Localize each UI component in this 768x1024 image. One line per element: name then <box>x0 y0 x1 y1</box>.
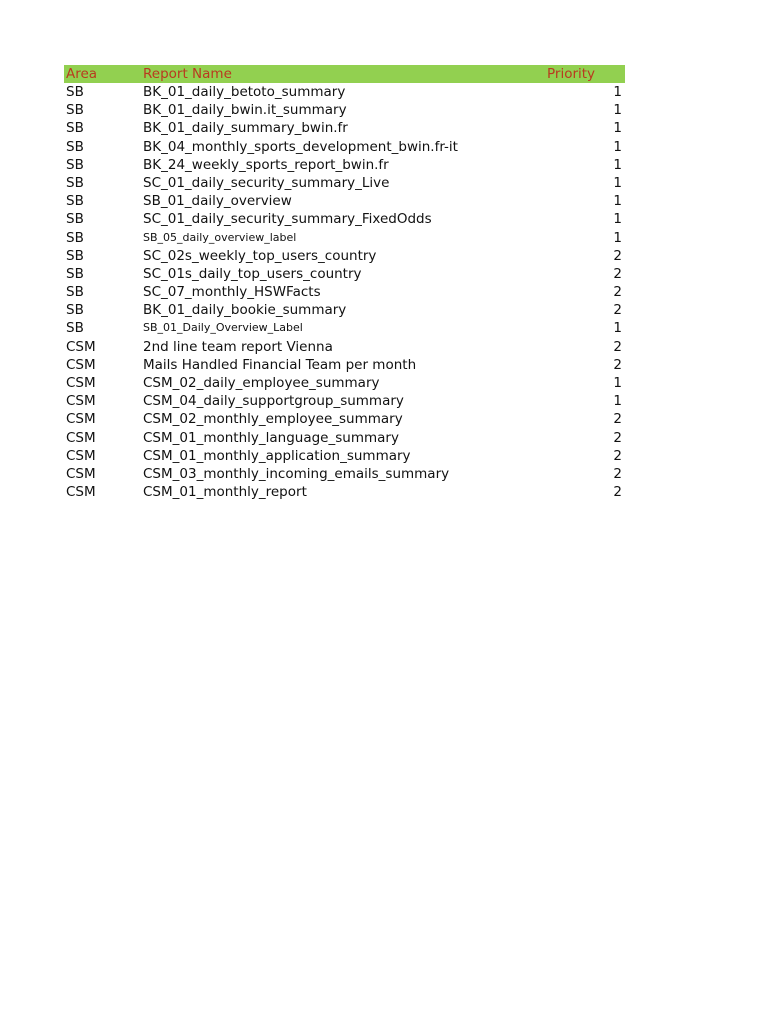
cell-area: SB <box>66 284 84 301</box>
header-area: Area <box>66 66 98 82</box>
table-row <box>64 265 625 283</box>
cell-priority: 1 <box>613 138 622 155</box>
cell-priority: 1 <box>613 156 622 173</box>
cell-priority: 2 <box>613 429 622 446</box>
cell-area: SB <box>66 229 84 246</box>
cell-priority: 2 <box>613 247 622 264</box>
table-row <box>64 138 625 156</box>
cell-area: CSM <box>66 484 96 501</box>
cell-priority: 1 <box>613 375 622 391</box>
table-row <box>64 465 625 483</box>
cell-area: CSM <box>66 465 96 482</box>
cell-report-name: CSM_02_daily_employee_summary <box>143 375 380 391</box>
cell-priority: 1 <box>613 84 622 100</box>
table-row <box>64 101 625 119</box>
cell-priority: 1 <box>613 120 622 137</box>
report-table <box>64 65 625 501</box>
cell-priority: 2 <box>613 411 622 428</box>
table-row <box>64 356 625 374</box>
cell-area: SB <box>66 138 84 155</box>
table-row <box>64 301 625 319</box>
table-row <box>64 483 625 501</box>
cell-report-name: SC_02s_weekly_top_users_country <box>143 247 377 264</box>
table-row <box>64 410 625 428</box>
cell-priority: 1 <box>613 174 622 191</box>
cell-report-name: BK_01_daily_bookie_summary <box>143 302 347 319</box>
cell-area: SB <box>66 120 84 137</box>
cell-area: SB <box>66 174 84 191</box>
table-row <box>64 392 625 410</box>
cell-area: CSM <box>66 393 96 410</box>
cell-priority: 1 <box>613 193 622 210</box>
cell-priority: 2 <box>613 302 622 319</box>
cell-report-name: SB_05_daily_overview_label <box>143 230 297 244</box>
cell-report-name: SC_07_monthly_HSWFacts <box>143 284 321 301</box>
cell-report-name: SC_01_daily_security_summary_FixedOdds <box>143 211 432 228</box>
header-report-name: Report Name <box>143 66 232 82</box>
cell-area: CSM <box>66 356 96 373</box>
cell-report-name: CSM_01_monthly_language_summary <box>143 429 399 446</box>
cell-report-name: CSM_04_daily_supportgroup_summary <box>143 393 404 410</box>
cell-report-name: CSM_01_monthly_report <box>143 484 307 501</box>
cell-area: SB <box>66 265 84 282</box>
table-row <box>64 447 625 465</box>
table-row <box>64 429 625 447</box>
cell-area: SB <box>66 84 84 100</box>
cell-area: SB <box>66 211 84 228</box>
cell-report-name: SB_01_Daily_Overview_Label <box>143 321 303 335</box>
table-row <box>64 374 625 392</box>
table-row <box>64 156 625 174</box>
cell-priority: 2 <box>613 284 622 301</box>
table-row <box>64 319 625 337</box>
cell-report-name: BK_01_daily_bwin.it_summary <box>143 102 347 119</box>
table-row <box>64 210 625 228</box>
cell-area: CSM <box>66 429 96 446</box>
table-row <box>64 229 625 247</box>
cell-report-name: SC_01s_daily_top_users_country <box>143 265 362 282</box>
cell-priority: 2 <box>613 265 622 282</box>
cell-report-name: CSM_02_monthly_employee_summary <box>143 411 403 428</box>
cell-area: SB <box>66 102 84 119</box>
cell-area: SB <box>66 247 84 264</box>
cell-priority: 2 <box>613 484 622 501</box>
cell-priority: 2 <box>613 447 622 464</box>
cell-report-name: 2nd line team report Vienna <box>143 338 333 355</box>
header-priority: Priority <box>547 66 596 82</box>
cell-report-name: CSM_01_monthly_application_summary <box>143 447 411 464</box>
cell-area: CSM <box>66 447 96 464</box>
cell-report-name: BK_24_weekly_sports_report_bwin.fr <box>143 156 389 173</box>
cell-priority: 2 <box>613 465 622 482</box>
cell-report-name: BK_01_daily_betoto_summary <box>143 84 346 100</box>
cell-report-name: CSM_03_monthly_incoming_emails_summary <box>143 465 450 482</box>
cell-report-name: BK_01_daily_summary_bwin.fr <box>143 120 348 137</box>
cell-priority: 1 <box>613 320 622 337</box>
cell-area: SB <box>66 156 84 173</box>
cell-priority: 2 <box>613 338 622 355</box>
table-row <box>64 83 625 101</box>
table-row <box>64 247 625 265</box>
cell-area: SB <box>66 302 84 319</box>
table-row <box>64 338 625 356</box>
cell-priority: 1 <box>613 229 622 246</box>
table-row <box>64 174 625 192</box>
table-row <box>64 119 625 137</box>
cell-priority: 1 <box>613 211 622 228</box>
cell-priority: 1 <box>613 102 622 119</box>
table-header-row <box>64 65 625 83</box>
cell-priority: 2 <box>613 356 622 373</box>
cell-area: SB <box>66 320 84 337</box>
table-row <box>64 192 625 210</box>
cell-area: CSM <box>66 411 96 428</box>
cell-report-name: Mails Handled Financial Team per month <box>143 356 417 373</box>
cell-priority: 1 <box>613 393 622 410</box>
cell-report-name: SB_01_daily_overview <box>143 193 292 210</box>
cell-area: CSM <box>66 375 96 391</box>
table-row <box>64 283 625 301</box>
cell-area: CSM <box>66 338 96 355</box>
cell-report-name: BK_04_monthly_sports_development_bwin.fr-it <box>143 138 458 155</box>
cell-area: SB <box>66 193 84 210</box>
cell-report-name: SC_01_daily_security_summary_Live <box>143 174 390 191</box>
